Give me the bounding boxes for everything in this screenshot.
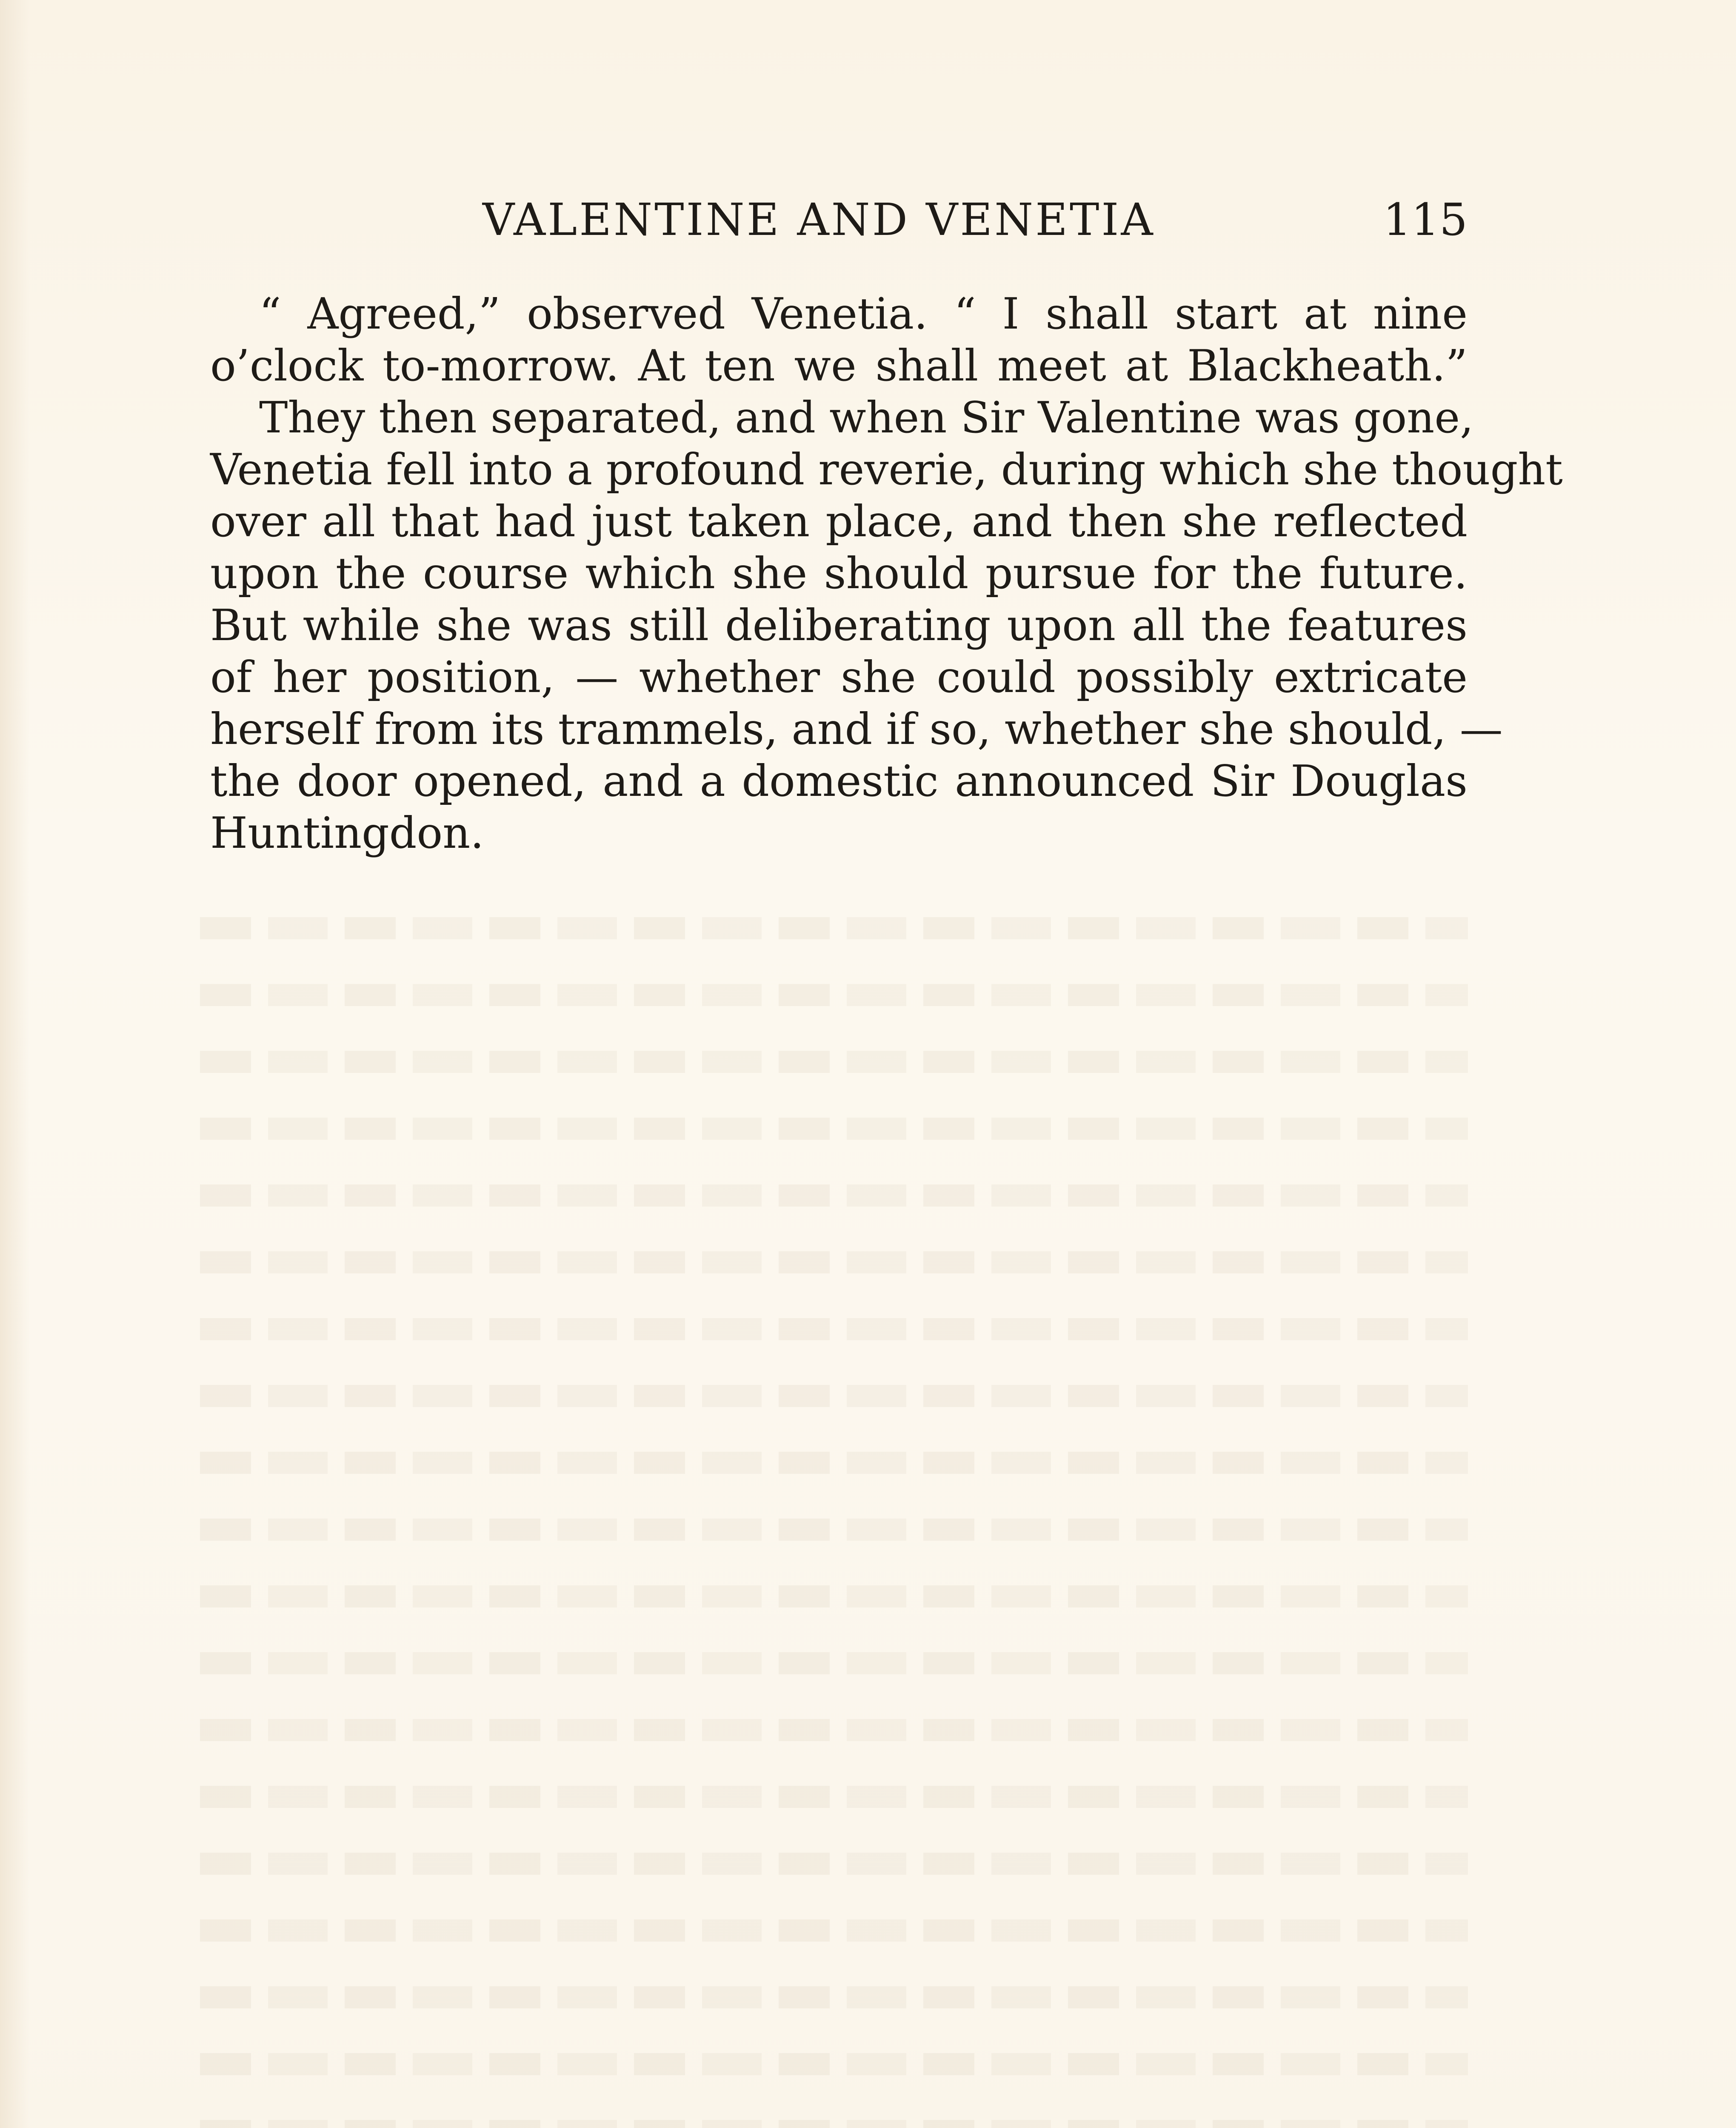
text-line: They then separated, and when Sir Valentine was gone,	[259, 392, 1474, 443]
text-line: “ Agreed,” observed Venetia. “ I shall start at nine	[259, 289, 1468, 339]
show-through-text	[200, 902, 1468, 2128]
text-line: upon the course which she should pursue for the future.	[210, 548, 1468, 598]
page-gutter-shadow	[0, 0, 30, 2128]
text-line: of her position, — whether she could possibly extricate	[210, 652, 1468, 702]
running-title: VALENTINE AND VENETIA	[483, 194, 1155, 246]
page-header	[210, 194, 1468, 249]
text-line: the door opened, and a domestic announced Sir Douglas	[210, 756, 1468, 806]
text-line: o’clock to-morrow. At ten we shall meet at Blackheath.”	[210, 340, 1468, 391]
text-line: herself from its trammels, and if so, whether she should, —	[210, 704, 1503, 754]
text-line: over all that had just taken place, and then she reflected	[210, 496, 1468, 546]
text-line: Huntingdon.	[210, 808, 484, 858]
text-line: Venetia fell into a profound reverie, during which she thought	[210, 444, 1563, 495]
text-line: But while she was still deliberating upon all the features	[210, 600, 1468, 650]
body-text	[210, 288, 1563, 859]
page-number: 115	[1383, 194, 1468, 246]
